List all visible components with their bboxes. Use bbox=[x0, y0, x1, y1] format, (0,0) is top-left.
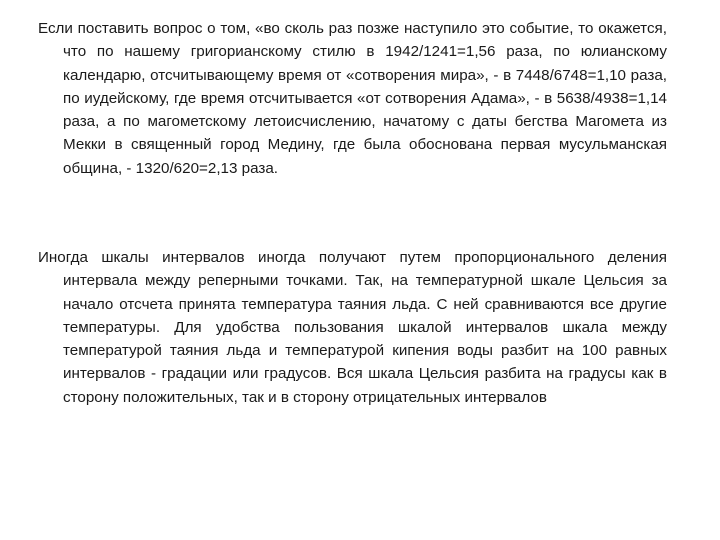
text-block-calendar bbox=[38, 17, 667, 180]
text-block-interval-scale bbox=[38, 246, 667, 409]
paragraph-calendar-comparison: Если поставить вопрос о том, «во сколь раз позже наступило это событие, то окажется, что по нашему григорианскому стилю в 1942/1241=1,56 раза, по юлианскому календарю, отсчитывающему время от «сотворения мира», - в 7448/6748=1,10 раза, по иудейскому, где время отсчитывается «от сотворения Адама», - в 5638/4938=1,14 раза, а по магометскому летоисчислению, начатому с даты бегства Магомета из Мекки в священный город Медину, где была обоснована первая мусульманская община, - 1320/620=2,13 раза. bbox=[38, 20, 667, 177]
paragraph-interval-scale: Иногда шкалы интервалов иногда получают путем пропорционального деления интервала между реперными точками. Так, на температурной шкале Цельсия за начало отсчета принята температура таяния льда. С ней сравниваются все другие температуры. Для удобства пользования шкалой интервалов шкала между температурой таяния льда и температурой кипения воды разбит на 100 равных интервалов - градации или градусов. Вся шкала Цельсия разбита на градусы как в сторону положительных, так и в сторону отрицательных интервалов bbox=[38, 249, 667, 406]
